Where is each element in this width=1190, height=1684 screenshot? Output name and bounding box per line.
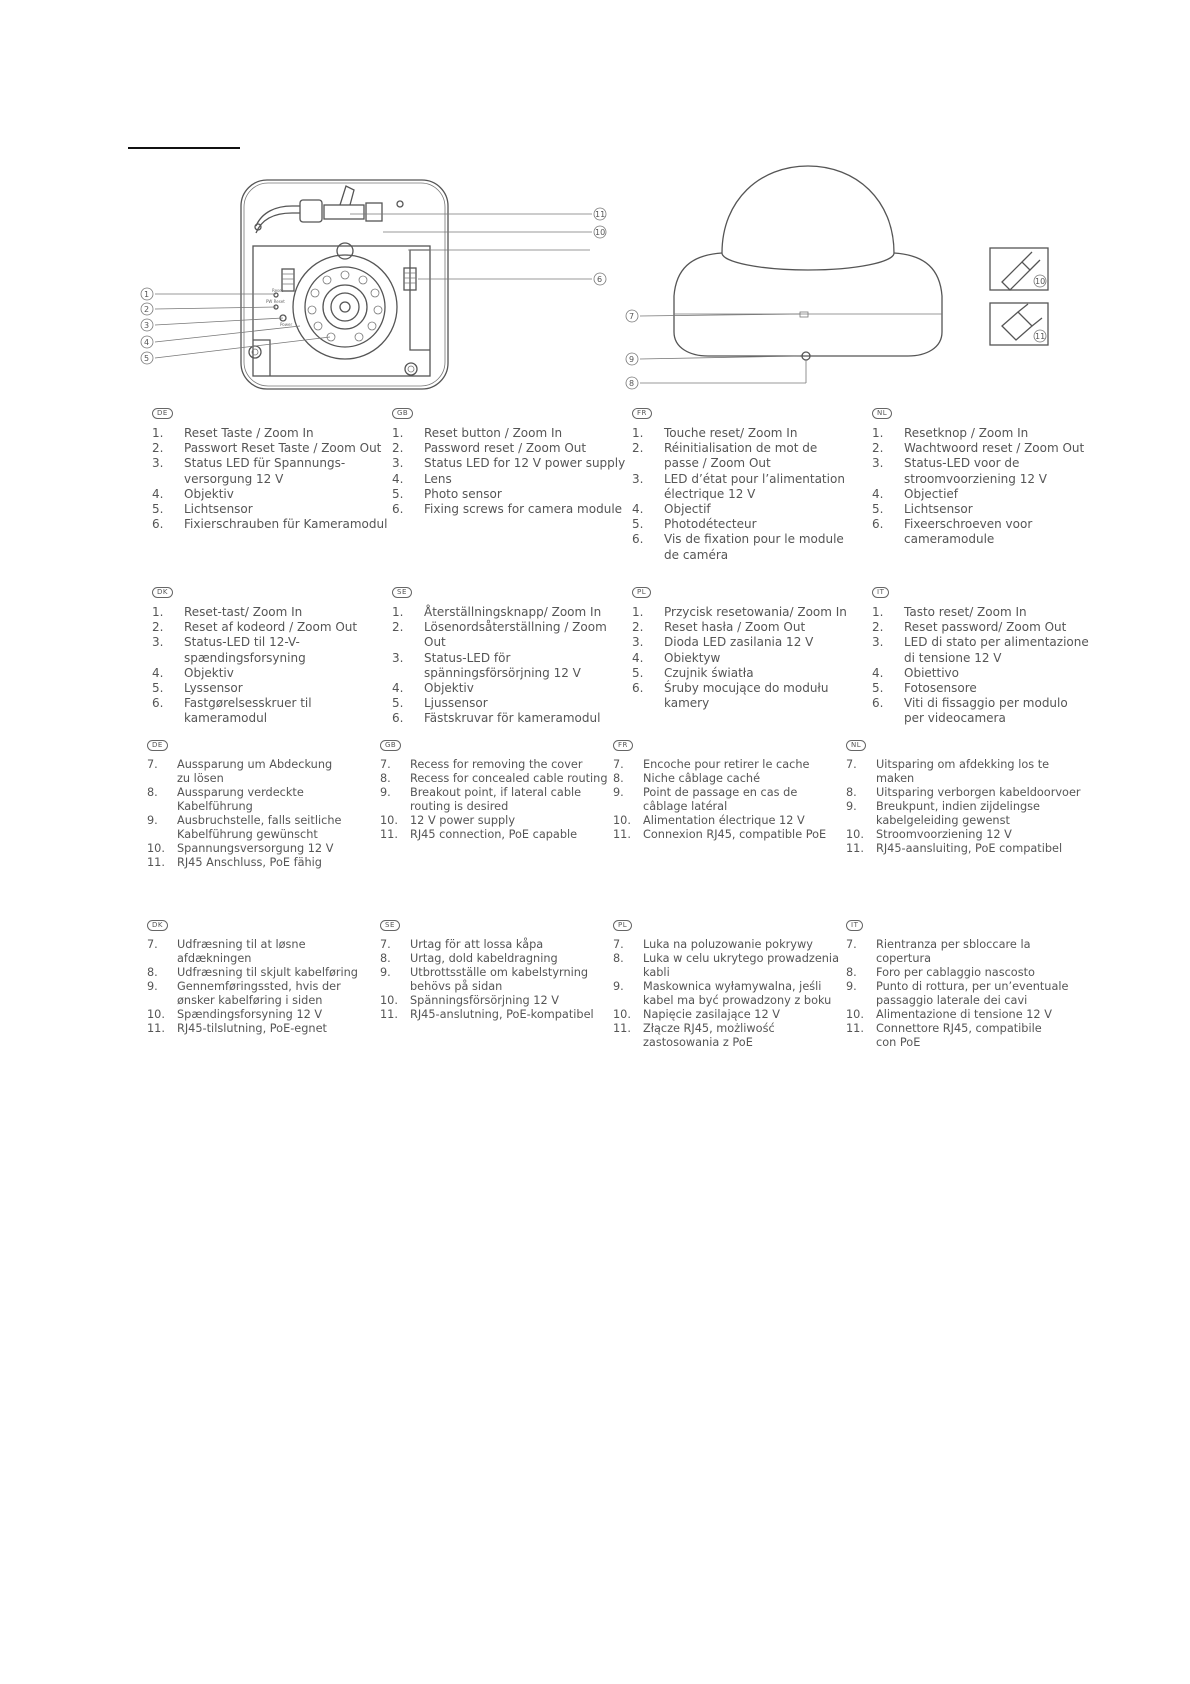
legend-de-1 (152, 404, 392, 532)
lang-badge: SE (392, 587, 412, 598)
list-item: 3. Status LED für Spannungs- versorgung 12 V (152, 456, 346, 486)
list-item: 8. Uitsparing verborgen kabeldoorvoer (846, 786, 1081, 799)
legend-dk-2 (147, 917, 379, 1036)
list-item: 4. Objectief (872, 486, 959, 501)
list-item: 11. Connexion RJ45, compatible PoE (613, 828, 827, 841)
list-item: 9. Gennemføringssted, hvis der ønsker kabelføring i siden (147, 980, 341, 1007)
list-item: 5. Photodétecteur (632, 517, 757, 532)
list-item: 10. 12 V power supply (380, 814, 516, 827)
lang-badge: SE (380, 920, 400, 931)
list-item: 4. Obiektyw (632, 650, 721, 665)
list-item: 10. Alimentation électrique 12 V (613, 814, 805, 827)
list-item: 5. Ljussensor (392, 696, 488, 711)
list-item: 5. Lichtsensor (872, 502, 973, 517)
list-item: 6. Śruby mocujące do modułu kamery (632, 681, 829, 711)
lang-badge: IT (872, 587, 889, 598)
list-item: 6. Fastgørelsesskruer til kameramodul (152, 696, 312, 726)
svg-text:8: 8 (629, 379, 635, 388)
lang-badge: DK (152, 587, 173, 598)
callouts-right (594, 208, 606, 285)
legend-it-2 (846, 917, 1086, 1050)
svg-text:11: 11 (595, 210, 606, 219)
legend-de-2 (147, 737, 379, 870)
list-item: 7. Rientranza per sbloccare la copertura (846, 938, 1031, 965)
list-item: 3. LED d’état pour l’alimentation électrique 12 V (632, 471, 845, 501)
lang-badge: FR (632, 408, 652, 419)
pcb-label-reset: Reset (272, 288, 284, 293)
svg-text:5: 5 (144, 354, 150, 363)
list-item: 10. Spændingsforsyning 12 V (147, 1008, 323, 1021)
legend-nl-2 (846, 737, 1086, 856)
list-item: 10. Alimentazione di tensione 12 V (846, 1008, 1052, 1021)
list-item: 6. Fixierschrauben für Kameramodul (152, 517, 388, 532)
svg-text:11: 11 (1035, 332, 1046, 341)
list-item: 3. Status-LED til 12-V- spændingsforsyning (152, 635, 306, 665)
list-item: 2. Password reset / Zoom Out (392, 441, 587, 456)
pcb-label-power: Power (280, 322, 293, 327)
list-item: 8. Urtag, dold kabeldragning (380, 952, 558, 965)
list-item: 9. Utbrottsställe om kabelstyrning behövs på sidan (380, 966, 589, 993)
list-item: 6. Fästskruvar för kameramodul (392, 711, 601, 726)
list-item: 10. Spänningsförsörjning 12 V (380, 994, 559, 1007)
legend-se-2 (380, 917, 612, 1022)
list-item: 1. Reset Taste / Zoom In (152, 426, 314, 440)
legend-fr-1 (632, 404, 872, 563)
list-item: 10. Stroomvoorziening 12 V (846, 828, 1012, 841)
list-item: 5. Photo sensor (392, 486, 502, 501)
legend-nl-1 (872, 404, 1112, 548)
list-item: 7. Aussparung um Abdeckung zu lösen (147, 758, 333, 785)
list-item: 9. Breakout point, if lateral cable routing is desired (380, 786, 582, 813)
lang-badge: DE (147, 740, 168, 751)
list-item: 4. Lens (392, 471, 452, 486)
pcb-label-pw-reset: PW Reset (266, 299, 285, 304)
list-item: 4. Objektiv (392, 681, 474, 696)
svg-text:1: 1 (144, 290, 150, 299)
list-item: 2. Wachtwoord reset / Zoom Out (872, 441, 1085, 456)
list-item: 11. RJ45 Anschluss, PoE fähig (147, 856, 322, 869)
svg-text:4: 4 (144, 338, 150, 347)
svg-text:10: 10 (1035, 277, 1046, 286)
list-item: 8. Recess for concealed cable routing (380, 772, 608, 785)
list-item: 6. Vis de fixation pour le module de caméra (632, 532, 844, 562)
camera-figure (0, 0, 1190, 400)
legend-pl-2 (613, 917, 845, 1050)
list-item: 7. Urtag för att lossa kåpa (380, 938, 544, 951)
list-item: 4. Objectif (632, 502, 711, 517)
list-item: 3. LED di stato per alimentazione di tensione 12 V (872, 635, 1089, 665)
list-item: 11. RJ45-anslutning, PoE-kompatibel (380, 1008, 594, 1021)
legend-gb-2 (380, 737, 612, 842)
camera-dome-closed-view (626, 166, 942, 389)
list-item: 4. Objektiv (152, 486, 234, 501)
list-item: 2. Passwort Reset Taste / Zoom Out (152, 441, 382, 456)
svg-text:10: 10 (595, 228, 606, 237)
list-item: 11. RJ45-aansluiting, PoE compatibel (846, 842, 1063, 855)
list-item: 11. RJ45 connection, PoE capable (380, 828, 578, 841)
callouts-dome (626, 310, 638, 389)
lang-badge: DE (152, 408, 173, 419)
lang-badge: DK (147, 920, 168, 931)
svg-text:2: 2 (144, 305, 150, 314)
lang-badge: FR (613, 740, 633, 751)
connector-rj45-icon (990, 303, 1048, 345)
list-item: 4. Objektiv (152, 665, 234, 680)
list-item: 6. Fixeerschroeven voor cameramodule (872, 517, 1033, 547)
list-item: 10. Napięcie zasilające 12 V (613, 1008, 780, 1021)
camera-housing-open-view (141, 180, 606, 389)
svg-text:9: 9 (629, 355, 635, 364)
lang-badge: PL (632, 587, 651, 598)
list-item: 6. Viti di fissaggio per modulo per videocamera (872, 696, 1068, 726)
list-item: 10. Spannungsversorgung 12 V (147, 842, 334, 855)
list-item: 2. Reset password/ Zoom Out (872, 620, 1067, 635)
legend-it-1 (872, 583, 1112, 727)
list-item: 3. Status-LED för spänningsförsörjning 12 V (392, 650, 581, 680)
list-item: 9. Point de passage en cas de câblage latéral (613, 786, 798, 813)
legend-se-1 (392, 583, 632, 727)
lang-badge: PL (613, 920, 632, 931)
list-item: 7. Uitsparing om afdekking los te maken (846, 758, 1050, 785)
list-item: 2. Reset hasła / Zoom Out (632, 620, 806, 635)
list-item: 6. Fixing screws for camera module (392, 502, 623, 517)
list-item: 7. Encoche pour retirer le cache (613, 758, 810, 771)
legend-dk-1 (152, 583, 392, 727)
legend-fr-2 (613, 737, 845, 842)
list-item: 1. Reset-tast/ Zoom In (152, 605, 303, 619)
list-item: 8. Niche câblage caché (613, 772, 761, 785)
list-item: 3. Status LED for 12 V power supply (392, 456, 626, 471)
connector-power-icon (990, 248, 1048, 290)
list-item: 5. Lichtsensor (152, 502, 253, 517)
list-item: 8. Udfræsning til skjult kabelføring (147, 966, 358, 979)
svg-text:7: 7 (629, 312, 635, 321)
lang-badge: NL (872, 408, 892, 419)
list-item: 1. Touche reset/ Zoom In (632, 426, 798, 440)
list-item: 5. Czujnik światła (632, 665, 754, 680)
list-item: 2. Lösenordsåterställning / Zoom Out (392, 620, 607, 650)
list-item: 2. Reset af kodeord / Zoom Out (152, 620, 358, 635)
list-item: 3. Status-LED voor de stroomvoorziening 12 V (872, 456, 1048, 486)
svg-text:3: 3 (144, 321, 150, 330)
list-item: 8. Aussparung verdeckte Kabelführung (147, 786, 304, 813)
list-item: 7. Udfræsning til at løsne afdækningen (147, 938, 306, 965)
list-item: 1. Tasto reset/ Zoom In (872, 605, 1027, 619)
callouts-left (141, 288, 153, 364)
list-item: 1. Przycisk resetowania/ Zoom In (632, 605, 847, 619)
lang-badge: IT (846, 920, 863, 931)
list-item: 8. Foro per cablaggio nascosto (846, 966, 1035, 979)
lang-badge: NL (846, 740, 866, 751)
list-item: 7. Recess for removing the cover (380, 758, 583, 771)
lang-badge: GB (392, 408, 413, 419)
list-item: 2. Réinitialisation de mot de passe / Zoom Out (632, 441, 818, 471)
svg-text:6: 6 (597, 275, 603, 284)
lang-badge: GB (380, 740, 401, 751)
list-item: 8. Luka w celu ukrytego prowadzenia kabli (613, 952, 839, 979)
list-item: 1. Reset button / Zoom In (392, 426, 563, 440)
list-item: 5. Lyssensor (152, 681, 243, 696)
legend-pl-1 (632, 583, 872, 711)
list-item: 3. Dioda LED zasilania 12 V (632, 635, 814, 650)
list-item: 7. Luka na poluzowanie pokrywy (613, 938, 813, 951)
list-item: 4. Obiettivo (872, 665, 959, 680)
list-item: 9. Punto di rottura, per un’eventuale passaggio laterale dei cavi (846, 980, 1069, 1007)
legend-gb-1 (392, 404, 632, 517)
list-item: 11. Connettore RJ45, compatibile con PoE (846, 1022, 1042, 1049)
list-item: 1. Återställningsknapp/ Zoom In (392, 605, 602, 619)
list-item: 5. Fotosensore (872, 681, 977, 696)
list-item: 9. Maskownica wyłamywalna, jeśli kabel ma być prowadzony z boku (613, 980, 832, 1007)
list-item: 9. Ausbruchstelle, falls seitliche Kabelführung gewünscht (147, 814, 342, 841)
list-item: 11. RJ45-tilslutning, PoE-egnet (147, 1022, 327, 1035)
list-item: 1. Resetknop / Zoom In (872, 426, 1029, 440)
list-item: 11. Złącze RJ45, możliwość zastosowania z PoE (613, 1022, 775, 1049)
list-item: 9. Breukpunt, indien zijdelingse kabelgeleiding gewenst (846, 800, 1040, 827)
